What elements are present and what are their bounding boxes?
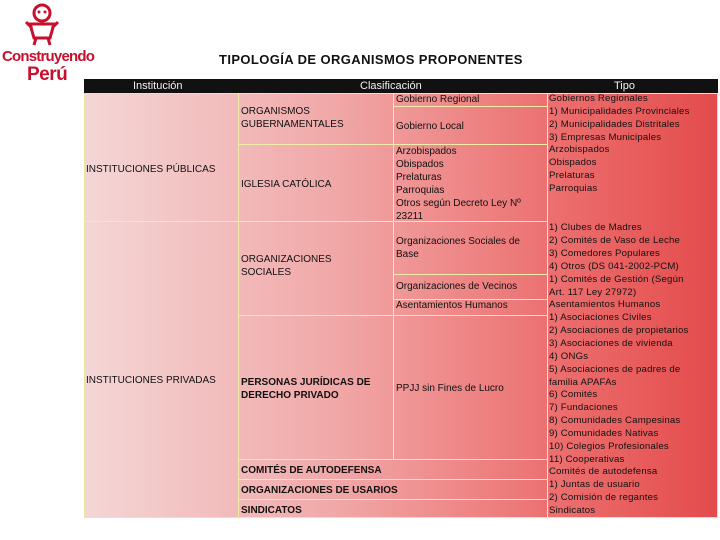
tipo-item: 8) Comunidades Campesinas bbox=[549, 415, 681, 426]
tipo-item: 1) Municipalidades Provinciales bbox=[549, 106, 690, 117]
tipo-item: familia APAFAs bbox=[549, 377, 617, 388]
logo bbox=[0, 0, 94, 92]
header-clasificacion: Clasificación bbox=[360, 80, 422, 92]
grid-line bbox=[238, 479, 547, 480]
sub-gobierno-local: Gobierno Local bbox=[396, 121, 464, 132]
tipo-item: 1) Juntas de usuario bbox=[549, 479, 640, 490]
clas-organizaciones-usarios: ORGANIZACIONES DE USARIOS bbox=[241, 485, 398, 496]
sub-iglesia-list: Arzobispados Obispados Prelaturas Parroquias Otros según Decreto Ley Nº 23211 bbox=[396, 146, 521, 222]
tipo-item: 1) Asociaciones Civiles bbox=[549, 312, 652, 323]
mascot-icon bbox=[22, 2, 62, 46]
tipo-item: 2) Comisión de regantes bbox=[549, 492, 659, 503]
inst-privadas: INSTITUCIONES PRIVADAS bbox=[86, 375, 216, 386]
tipo-item: 3) Empresas Municipales bbox=[549, 132, 662, 143]
tipo-item: Art. 117 Ley 27972) bbox=[549, 287, 637, 298]
header-institucion: Institución bbox=[133, 80, 183, 92]
clas-personas-juridicas: PERSONAS JURÍDICAS DE DERECHO PRIVADO bbox=[241, 377, 371, 401]
grid-line bbox=[393, 94, 394, 459]
tipo-item: 2) Comités de Vaso de Leche bbox=[549, 235, 681, 246]
tipo-item: 3) Comedores Populares bbox=[549, 248, 661, 259]
tipo-item: 2) Asociaciones de propietarios bbox=[549, 325, 689, 336]
clas-iglesia-catolica: IGLESIA CATÓLICA bbox=[241, 179, 332, 190]
tipo-item: Sindicatos bbox=[549, 505, 596, 516]
clas-sindicatos: SINDICATOS bbox=[241, 505, 302, 516]
tipo-item: 1) Comités de Gestión (Según bbox=[549, 274, 684, 285]
page-title: TIPOLOGÍA DE ORGANISMOS PROPONENTES bbox=[219, 52, 523, 67]
tipo-item: 2) Municipalidades Distritales bbox=[549, 119, 680, 130]
tipo-item: Obispados bbox=[549, 157, 597, 168]
tipo-item: Gobiernos Regionales bbox=[549, 93, 648, 104]
inst-publicas: INSTITUCIONES PÚBLICAS bbox=[86, 164, 216, 175]
tipo-item: 1) Clubes de Madres bbox=[549, 222, 642, 233]
clas-organismos-gubernamentales: ORGANISMOS GUBERNAMENTALES bbox=[241, 106, 344, 130]
tipo-item: 6) Comités bbox=[549, 389, 598, 400]
tipo-item: 11) Cooperativas bbox=[549, 454, 625, 465]
grid-line bbox=[238, 459, 547, 460]
grid-line bbox=[238, 499, 547, 500]
tipo-item: Arzobispados bbox=[549, 144, 610, 155]
tipo-item: 3) Asociaciones de vivienda bbox=[549, 338, 673, 349]
grid-line bbox=[547, 94, 548, 519]
tipo-item: 4) Otros (DS 041-2002-PCM) bbox=[549, 261, 679, 272]
tipo-item: Prelaturas bbox=[549, 170, 595, 181]
clas-comites-autodefensa: COMITÉS DE AUTODEFENSA bbox=[241, 465, 382, 476]
tipo-item: Asentamientos Humanos bbox=[549, 299, 661, 310]
header-tipo: Tipo bbox=[614, 80, 635, 92]
logo-text-construyendo: Construyendo bbox=[2, 48, 95, 65]
grid-line bbox=[393, 106, 547, 107]
sub-org-vecinos: Organizaciones de Vecinos bbox=[396, 281, 518, 292]
sub-asentamientos: Asentamientos Humanos bbox=[396, 300, 508, 311]
sub-gobierno-regional: Gobierno Regional bbox=[396, 94, 480, 105]
sub-ppjj: PPJJ sin Fines de Lucro bbox=[396, 383, 504, 394]
tipo-item: 10) Colegios Profesionales bbox=[549, 441, 669, 452]
clas-organizaciones-sociales: ORGANIZACIONES SOCIALES bbox=[241, 254, 332, 278]
sub-org-sociales-base: Organizaciones Sociales de Base bbox=[396, 236, 520, 260]
tipo-item: 9) Comunidades Nativas bbox=[549, 428, 659, 439]
logo-text-peru: Perú bbox=[27, 64, 68, 85]
grid-line bbox=[238, 94, 239, 519]
grid-line bbox=[393, 274, 547, 275]
tipo-item: Comités de autodefensa bbox=[549, 466, 658, 477]
tipo-item: 5) Asociaciones de padres de bbox=[549, 364, 681, 375]
tipo-item: Parroquias bbox=[549, 183, 598, 194]
tipo-item: 4) ONGs bbox=[549, 351, 589, 362]
grid-line bbox=[238, 315, 547, 316]
tipo-item: 7) Fundaciones bbox=[549, 402, 618, 413]
